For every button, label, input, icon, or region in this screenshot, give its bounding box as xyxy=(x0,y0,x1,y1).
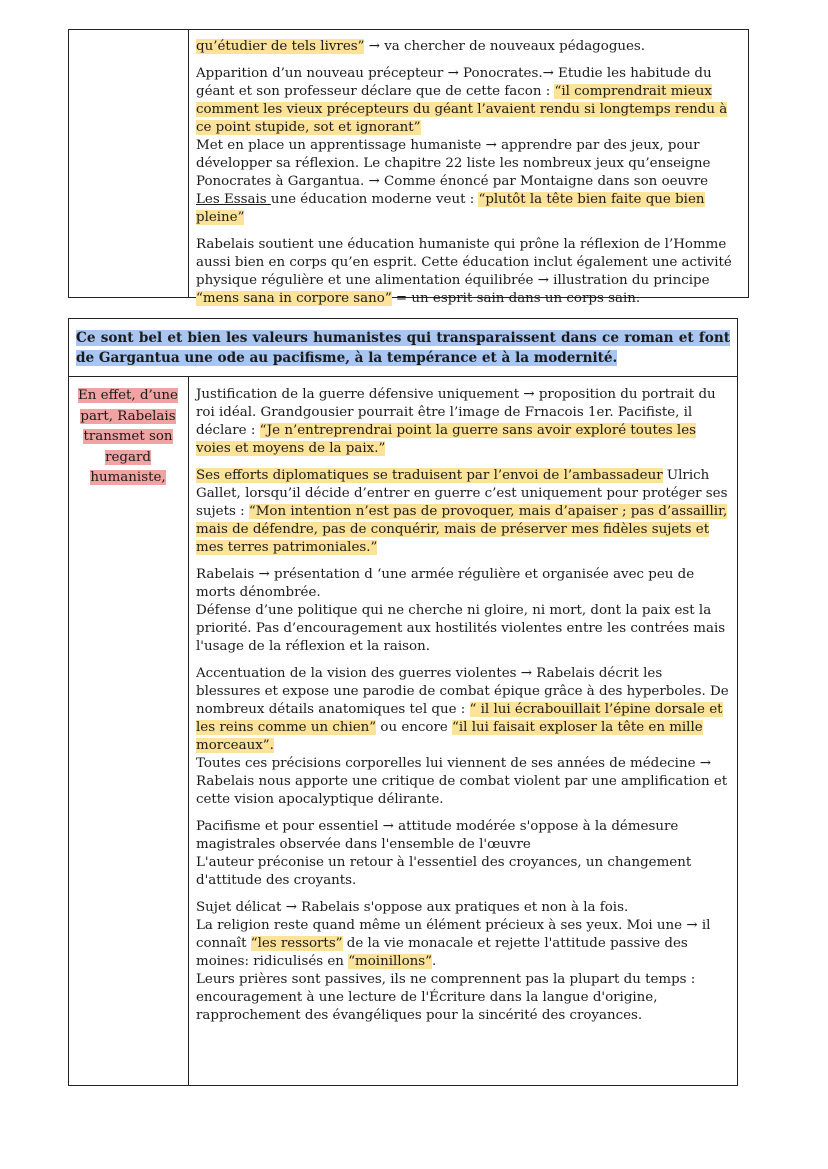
book-title: Les Essais xyxy=(196,192,271,207)
text: Apparition d’un nouveau précepteur → Ponocrates.→ Etudie les habitude du géant et son professeur déclare que de cette facon : xyxy=(196,66,712,99)
paragraph-4 xyxy=(196,665,729,809)
text: L'auteur préconise un retour à l'essentiel des croyances, un changement d'attitude des croyants. xyxy=(196,855,692,888)
content-cell xyxy=(196,386,729,1034)
text: = un esprit sain dans un corps sain. xyxy=(391,291,641,306)
highlight-quote: “Mon intention n’est pas de provoquer, mais d’apaiser ; pas d’assaillir, mais de défendre, pas de conquérir, mais de préserver mes fidèles sujets et mes terres patrimoniales.” xyxy=(196,504,728,555)
section-heading xyxy=(76,328,730,368)
text: → va chercher de nouveaux pédagogues. xyxy=(364,39,646,54)
highlight-quote: “mens sana in corpore sano” xyxy=(196,291,392,306)
text: La religion reste quand même un élément précieux à ses yeux. Moi une → il connaît xyxy=(196,918,711,951)
highlight-quote: “les ressorts” xyxy=(250,936,343,951)
highlight-quote: “il lui faisait exploser la tête en mille morceaux”. xyxy=(196,720,703,753)
text: Accentuation de la vision des guerres violentes → Rabelais décrit les blessures et expose une parodie de combat épique grâce à des hyperboles. De nombreux détails anatomiques tel que : xyxy=(196,666,729,717)
text: Leurs prières sont passives, ils ne comprennent pas la plupart du temps : encouragement à une lecture de l'Écriture dans la langue d'origine, rapprochement des évangéliques pour la sincérité des croyances. xyxy=(196,972,696,1023)
highlight-quote: “Je n’entreprendrai point la guerre sans avoir exploré toutes les voies et moyens de la paix.” xyxy=(196,423,696,456)
side-label-cell xyxy=(75,386,181,489)
text: Ulrich Gallet, lorsqu’il décide d’entrer en guerre c’est uniquement pour protéger ses sujets : xyxy=(196,468,728,519)
text: Met en place un apprentissage humaniste → apprendre par des jeux, pour développer sa réflexion. Le chapitre 22 liste les nombreux jeux qu’enseigne Ponocrates à Gargantua. → Comme énoncé par Montaigne dans son oeuvre xyxy=(196,138,711,189)
paragraph-6 xyxy=(196,899,729,1025)
highlight-quote: qu’étudier de tels livres” xyxy=(196,39,365,54)
row-divider xyxy=(69,376,737,377)
text: Rabelais → présentation d ‘une armée régulière et organisée avec peu de morts dénombrée. xyxy=(196,567,695,600)
text: Rabelais soutient une éducation humaniste qui prône la réflexion de l’Homme aussi bien en corps qu’en esprit. Cette éducation inclut également une activité physique régulière et une alimentation équilibrée → illustration du principe xyxy=(196,237,732,288)
table-top xyxy=(68,29,749,306)
paragraph-3 xyxy=(196,566,729,656)
text: Toutes ces précisions corporelles lui viennent de ses années de médecine → Rabelais nous apporte une critique de combat violent par une amplification et cette vision apocalyptique délirante. xyxy=(196,756,728,807)
paragraph-1 xyxy=(196,386,729,458)
highlight-quote: “ il lui écrabouillait l’épine dorsale et les reins comme un chien” xyxy=(196,702,723,735)
highlight-quote: “moinillons” xyxy=(348,954,432,969)
column-divider xyxy=(188,376,189,1085)
highlight-text: Ses efforts diplomatiques se traduisent par l’envoi de l’ambassadeur xyxy=(196,468,663,483)
paragraph-1 xyxy=(196,38,736,56)
content-cell xyxy=(196,38,736,317)
text: ou encore xyxy=(376,720,453,735)
text: . xyxy=(431,954,437,969)
paragraph-3 xyxy=(196,236,736,308)
highlight-quote: “plutôt la tête bien faite que bien pleine” xyxy=(196,192,705,225)
paragraph-2 xyxy=(196,65,736,227)
text: Pacifisme et pour essentiel → attitude modérée s'oppose à la démesure magistrales observée dans l'ensemble de l'œuvre xyxy=(196,819,679,852)
text: une éducation moderne veut : xyxy=(270,192,479,207)
text: de la vie monacale et rejette l'attitude passive des moines: ridiculisés en xyxy=(196,936,688,969)
text: Sujet délicat → Rabelais s'oppose aux pratiques et non à la fois. xyxy=(196,900,629,915)
heading-highlight: Ce sont bel et bien les valeurs humanistes qui transparaissent dans ce roman et font de Gargantua une ode au pacifisme, à la tempérance et à la modernité. xyxy=(76,330,730,366)
text: Défense d’une politique qui ne cherche ni gloire, ni mort, dont la paix est la priorité. Pas d’encouragement aux hostilités violentes entre les contrées mais l'usage de la réflexion et la raison. xyxy=(196,603,726,654)
highlight-quote: “il comprendrait mieux comment les vieux précepteurs du géant l’avaient rendu si longtemps rendu à ce point stupide, sot et ignorant” xyxy=(196,84,728,135)
column-divider xyxy=(188,30,189,297)
paragraph-2 xyxy=(196,467,729,557)
text: Justification de la guerre défensive uniquement → proposition du portrait du roi idéal. Grandgousier pourrait être l’image de Frnacois 1er. Pacifiste, il déclare : xyxy=(196,387,716,438)
side-label: En effet, d’une part, Rabelais transmet son regard humaniste, xyxy=(78,388,178,485)
table-bottom xyxy=(68,318,738,1086)
paragraph-5 xyxy=(196,818,729,890)
